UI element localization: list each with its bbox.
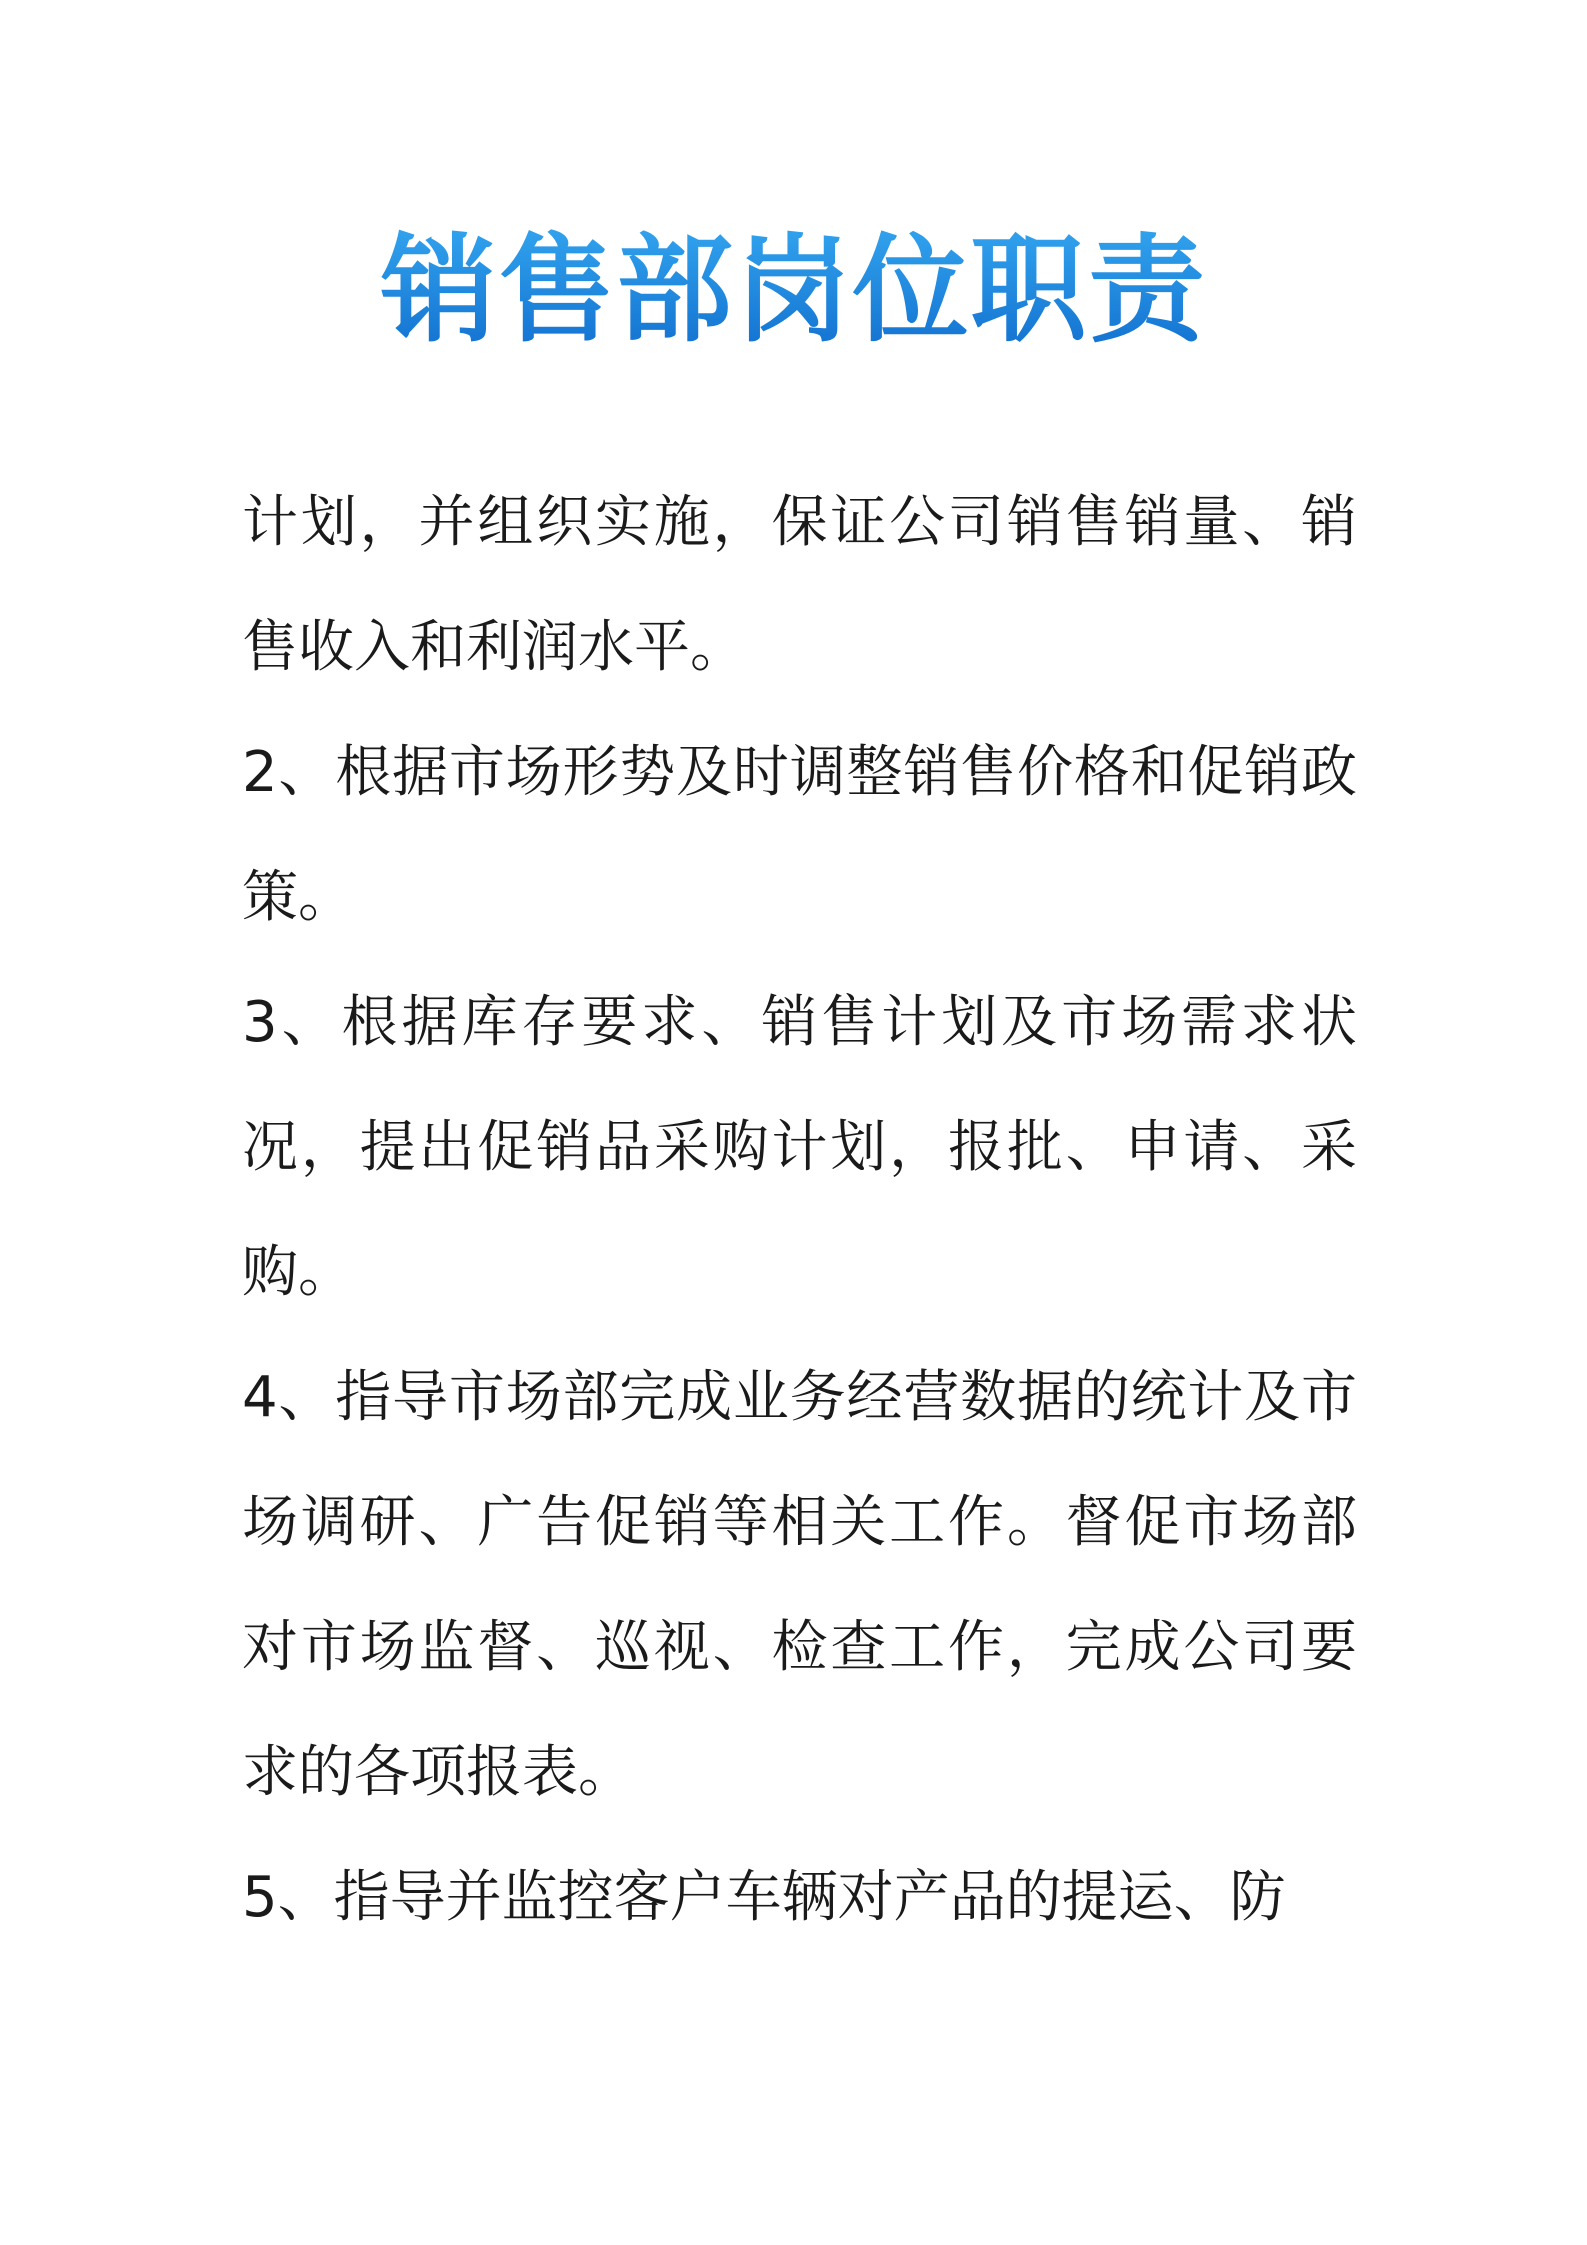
paragraph-5: 5、指导并监控客户车辆对产品的提运、防	[242, 1865, 1286, 1930]
paragraph-4: 4、指导市场部完成业务经营数据的统计及市场调研、广告促销等相关工作。督促市场部对市场监督、巡视、检查工作，完成公司要求的各项报表。	[242, 1365, 1357, 1805]
document-title: 销售部岗位职责	[0, 216, 1587, 366]
paragraph-2: 2、根据市场形势及时调整销售价格和促销政策。	[242, 740, 1357, 930]
document-body	[242, 460, 1357, 1960]
paragraph-1: 计划，并组织实施，保证公司销售销量、销售收入和利润水平。	[242, 490, 1357, 680]
paragraph-3: 3、根据库存要求、销售计划及市场需求状况，提出促销品采购计划，报批、申请、采购。	[242, 990, 1357, 1305]
